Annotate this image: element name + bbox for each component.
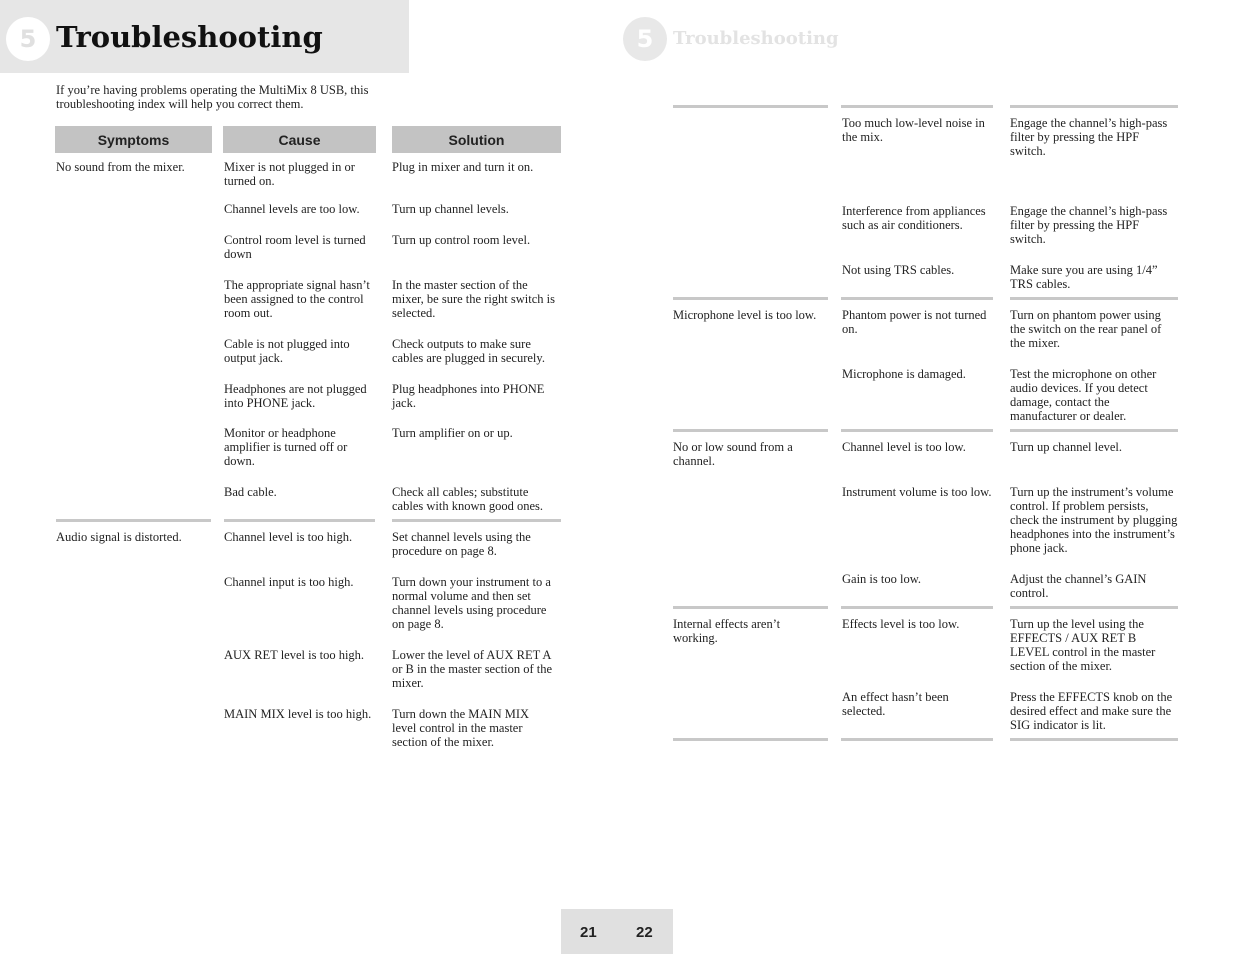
intro-paragraph: If you’re having problems operating the MultiMix 8 USB, this troubleshooting index will help you correct them. (56, 83, 369, 111)
cause-cell: MAIN MIX level is too high. (224, 707, 372, 721)
row-divider (673, 105, 828, 108)
symptom-cell: Internal effects aren’t working. (673, 617, 781, 645)
row-divider (56, 519, 211, 522)
solution-cell: Make sure you are using 1/4” TRS cables. (1010, 263, 1158, 291)
solution-cell: Check outputs to make sure cables are plugged in securely. (392, 337, 545, 365)
solution-cell: Plug headphones into PHONE jack. (392, 382, 545, 410)
row-divider (841, 105, 993, 108)
cause-cell: Channel level is too high. (224, 530, 353, 544)
solution-cell: Turn down the MAIN MIX level control in the master section of the mixer. (392, 707, 530, 749)
solution-cell: Turn up the level using the EFFECTS / AUX RET B LEVEL control in the master section of the mixer. (1010, 617, 1156, 673)
symptom-cell: Audio signal is distorted. (56, 530, 182, 544)
row-divider (1010, 297, 1178, 300)
page-title-right: Troubleshooting (673, 28, 839, 49)
page-title: Troubleshooting (56, 20, 323, 54)
cause-cell: The appropriate signal hasn’t been assigned to the control room out. (224, 278, 370, 320)
cause-cell: Instrument volume is too low. (842, 485, 992, 499)
cause-cell: Interference from appliances such as air conditioners. (842, 204, 986, 232)
cause-cell: Channel level is too low. (842, 440, 966, 454)
cause-cell: Cable is not plugged into output jack. (224, 337, 350, 365)
page-number-right: 22 (636, 924, 653, 941)
solution-cell: Turn up channel level. (1010, 440, 1123, 454)
solution-cell: Turn up channel levels. (392, 202, 509, 216)
row-divider (841, 606, 993, 609)
cause-cell: Channel input is too high. (224, 575, 354, 589)
cause-cell: Channel levels are too low. (224, 202, 360, 216)
solution-cell: Set channel levels using the procedure on page 8. (392, 530, 531, 558)
cause-cell: AUX RET level is too high. (224, 648, 365, 662)
solution-cell: Check all cables; substitute cables with known good ones. (392, 485, 544, 513)
row-divider (673, 606, 828, 609)
cause-cell: Mixer is not plugged in or turned on. (224, 160, 355, 188)
cause-cell: Phantom power is not turned on. (842, 308, 987, 336)
cause-cell: Not using TRS cables. (842, 263, 955, 277)
solution-cell: Adjust the channel’s GAIN control. (1010, 572, 1147, 600)
cause-cell: Microphone is damaged. (842, 367, 966, 381)
column-header-solution: Solution (392, 126, 561, 153)
solution-cell: Engage the channel’s high-pass filter by pressing the HPF switch. (1010, 116, 1168, 158)
row-divider (1010, 105, 1178, 108)
symptom-cell: Microphone level is too low. (673, 308, 817, 322)
symptom-cell: No or low sound from a channel. (673, 440, 793, 468)
row-divider (673, 297, 828, 300)
column-header-cause: Cause (223, 126, 376, 153)
row-divider (1010, 429, 1178, 432)
row-divider (841, 429, 993, 432)
row-divider (841, 738, 993, 741)
symptom-cell: No sound from the mixer. (56, 160, 185, 174)
solution-cell: Lower the level of AUX RET A or B in the master section of the mixer. (392, 648, 553, 690)
cause-cell: An effect hasn’t been selected. (842, 690, 949, 718)
cause-cell: Headphones are not plugged into PHONE jack. (224, 382, 367, 410)
column-header-symptoms: Symptoms (55, 126, 212, 153)
solution-cell: Turn amplifier on or up. (392, 426, 513, 440)
solution-cell: Engage the channel’s high-pass filter by pressing the HPF switch. (1010, 204, 1168, 246)
cause-cell: Too much low-level noise in the mix. (842, 116, 985, 144)
solution-cell: Turn on phantom power using the switch on the rear panel of the mixer. (1010, 308, 1162, 350)
solution-cell: Turn up control room level. (392, 233, 531, 247)
page-number-box (561, 909, 673, 954)
row-divider (224, 519, 375, 522)
solution-cell: Turn down your instrument to a normal volume and then set channel levels using procedure on page 8. (392, 575, 551, 631)
page-number-left: 21 (580, 924, 597, 941)
row-divider (841, 297, 993, 300)
row-divider (673, 738, 828, 741)
cause-cell: Bad cable. (224, 485, 277, 499)
solution-cell: Press the EFFECTS knob on the desired effect and make sure the SIG indicator is lit. (1010, 690, 1173, 732)
cause-cell: Monitor or headphone amplifier is turned off or down. (224, 426, 348, 468)
chapter-number-badge-right: 5 (623, 17, 667, 61)
chapter-number-badge: 5 (6, 17, 50, 61)
solution-cell: Test the microphone on other audio devices. If you detect damage, contact the manufacturer or dealer. (1010, 367, 1157, 423)
solution-cell: Turn up the instrument’s volume control. If problem persists, check the instrument by plugging headphones into the instrument’s phone jack. (1010, 485, 1178, 555)
cause-cell: Effects level is too low. (842, 617, 960, 631)
cause-cell: Control room level is turned down (224, 233, 366, 261)
cause-cell: Gain is too low. (842, 572, 922, 586)
row-divider (1010, 606, 1178, 609)
solution-cell: In the master section of the mixer, be sure the right switch is selected. (392, 278, 556, 320)
row-divider (392, 519, 561, 522)
solution-cell: Plug in mixer and turn it on. (392, 160, 534, 174)
row-divider (673, 429, 828, 432)
row-divider (1010, 738, 1178, 741)
